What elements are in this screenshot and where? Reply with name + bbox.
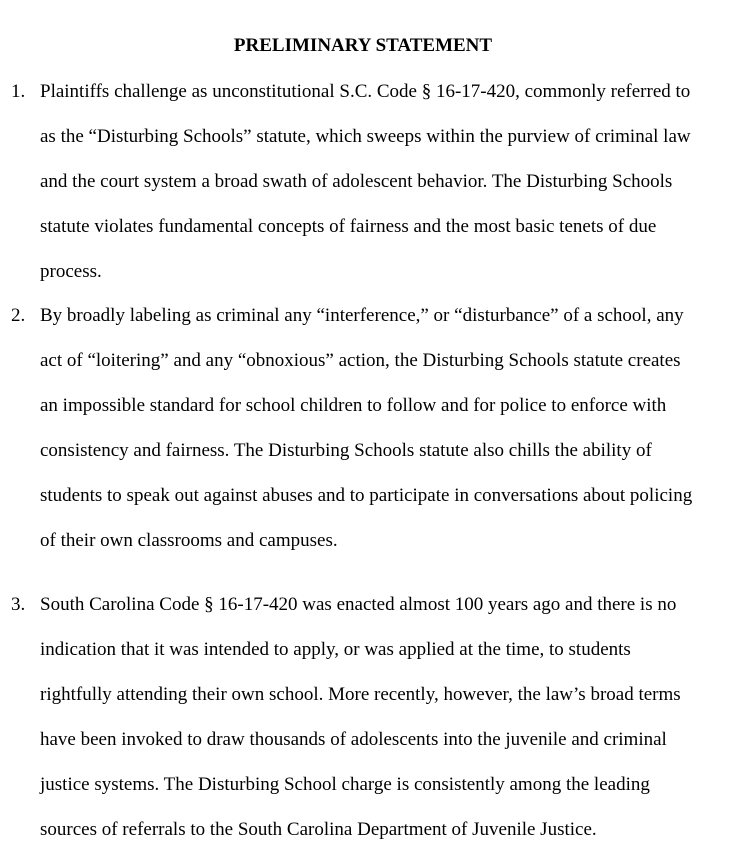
document-heading: PRELIMINARY STATEMENT — [233, 35, 493, 56]
paragraph-number: 2. — [11, 305, 26, 326]
paragraph-number: 3. — [11, 594, 26, 615]
paragraph-line: consistency and fairness. The Disturbing Schools statute also chills the ability of — [40, 440, 652, 461]
paragraph-line: an impossible standard for school children to follow and for police to enforce with — [40, 395, 667, 416]
paragraph-line: and the court system a broad swath of adolescent behavior. The Disturbing Schools — [40, 171, 673, 192]
paragraph-line: South Carolina Code § 16-17-420 was enacted almost 100 years ago and there is no — [40, 594, 677, 615]
paragraph-line: as the “Disturbing Schools” statute, which sweeps within the purview of criminal law — [40, 126, 691, 147]
paragraph-line: process. — [40, 261, 102, 282]
paragraph-line: By broadly labeling as criminal any “interference,” or “disturbance” of a school, any — [40, 305, 684, 326]
paragraph-line: act of “loitering” and any “obnoxious” action, the Disturbing Schools statute creates — [40, 350, 681, 371]
paragraph-line: rightfully attending their own school. More recently, however, the law’s broad terms — [40, 684, 681, 705]
paragraph-line: of their own classrooms and campuses. — [40, 530, 338, 551]
paragraph-line: statute violates fundamental concepts of fairness and the most basic tenets of due — [40, 216, 657, 237]
paragraph-line: students to speak out against abuses and to participate in conversations about policing — [40, 485, 693, 506]
paragraph-line: Plaintiffs challenge as unconstitutional S.C. Code § 16-17-420, commonly referred to — [40, 81, 691, 102]
paragraph-line: sources of referrals to the South Carolina Department of Juvenile Justice. — [40, 819, 597, 840]
paragraph-line: have been invoked to draw thousands of adolescents into the juvenile and criminal — [40, 729, 667, 750]
paragraph-line: indication that it was intended to apply, or was applied at the time, to students — [40, 639, 631, 660]
paragraph-line: justice systems. The Disturbing School charge is consistently among the leading — [40, 774, 650, 795]
paragraph-number: 1. — [11, 81, 26, 102]
